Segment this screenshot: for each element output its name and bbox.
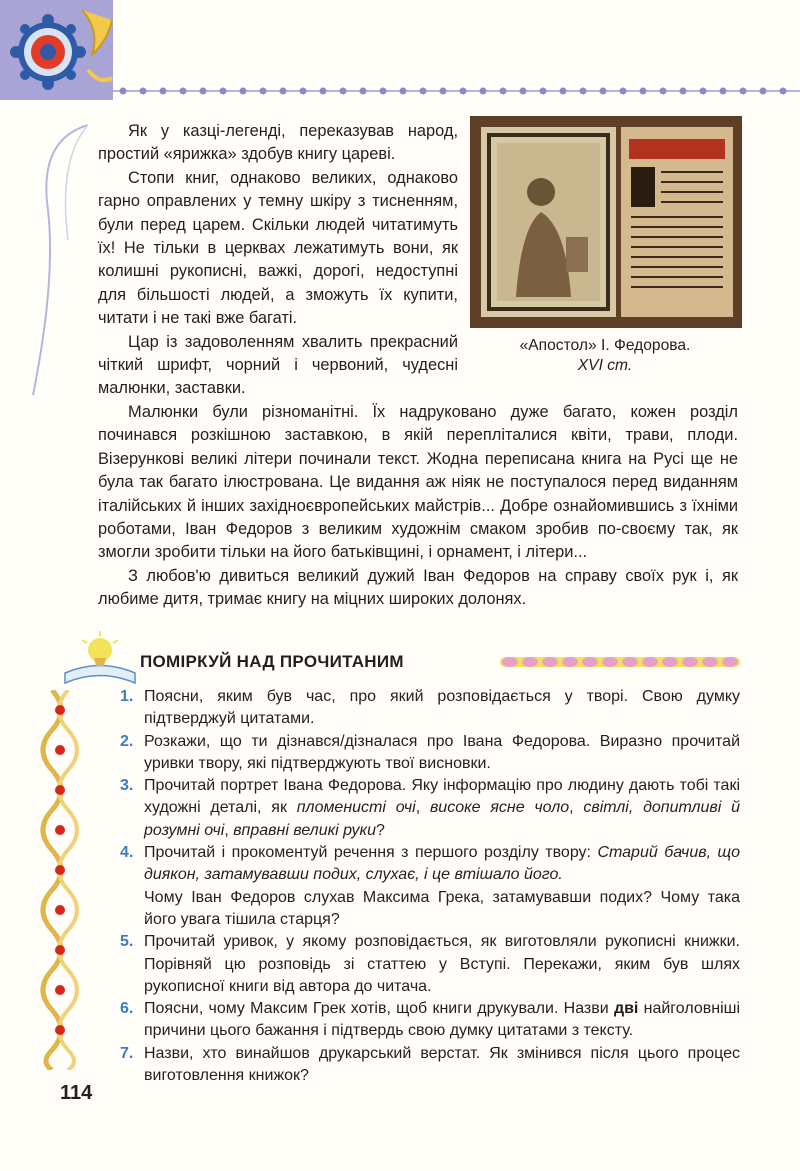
question-item	[120, 1043, 740, 1088]
vertical-ornament	[40, 690, 80, 1070]
question-text: Прочитай портрет Івана Федорова. Яку інформацію про людину дають тобі такі художні деталі, як	[144, 777, 740, 817]
separator: ,	[569, 799, 584, 817]
paragraph: Стопи книг, однаково великих, однаково гарно оправлених у темну шкіру з тисненням, були перед царем. Скільки людей читатимуть їх! Не тільки в церквах лежатимуть вони, як колишні рукописні, важкі, дорогі, недоступні для більшості людей, а зможуть їх купити, читати і не такі вже багаті.	[98, 168, 458, 328]
figure-caption	[470, 336, 740, 376]
question-text: Розкажи, що ти дізнався/дізналася про Івана Федорова. Виразно прочитай уривки твору, які підтверджують твої висновки.	[144, 732, 740, 772]
paragraph: Цар із задоволенням хвалить прекрасний чіткий шрифт, чорний і червоний, чудесні малюнки, заставки.	[98, 332, 458, 398]
bold-word: дві	[613, 1000, 639, 1018]
quote-fragment: Старий бачив, що диякон, затамувавши подих, слухає, і це втішало його.	[144, 844, 740, 884]
braid-ornament	[500, 654, 740, 670]
question-item	[120, 775, 740, 842]
question-text: Поясни, чому Максим Грек хотів, щоб книги друкували. Назви	[144, 1000, 614, 1018]
quote-fragment: пломенисті очі	[296, 799, 416, 817]
question-text: Назви, хто винайшов друкарський верстат. Як змінився після цього процес виготовлення книжок?	[144, 1044, 740, 1085]
paragraph: Як у казці-легенді, переказував народ, простий «ярижка» здобув книгу цареві.	[98, 122, 458, 164]
open-book-icon	[60, 628, 140, 688]
separator: ,	[415, 799, 430, 817]
question-end: ?	[375, 821, 385, 839]
question-text: Чому Іван Федоров слухав Максима Грека, затамувавши подих? Чому така його увага тішила старця?	[144, 888, 740, 928]
quote-fragment: вправні великі руки	[233, 821, 376, 839]
top-decorative-band	[113, 82, 800, 100]
corner-decoration	[0, 0, 113, 100]
question-item	[120, 842, 740, 931]
question-item	[120, 686, 740, 731]
question-number: 5.	[120, 933, 134, 951]
question-number: 2.	[120, 732, 134, 750]
question-number: 7.	[120, 1044, 134, 1062]
question-number: 4.	[120, 844, 134, 862]
page-curl-decoration	[28, 120, 98, 400]
flower-ornament-icon	[0, 0, 113, 100]
column-text	[98, 120, 458, 401]
question-text: Прочитай і прокоментуй речення з першого розділу твору:	[144, 844, 598, 862]
section-title: ПОМІРКУЙ НАД ПРОЧИТАНИМ	[140, 652, 404, 671]
questions-list	[120, 686, 740, 1087]
question-number: 3.	[120, 777, 134, 795]
question-text: Поясни, яким був час, про який розповідається у творі. Свою думку підтверджуй цитатами.	[144, 688, 740, 728]
paragraph: З любов'ю дивиться великий дужий Іван Федоров на справу своїх рук і, як любиме дитя, тримає книгу на міцних широких долонях.	[98, 566, 738, 609]
page-number: 114	[60, 1082, 93, 1104]
question-text: найголовніші причини цього бажання і підтвердь свою думку цитатами з тексту.	[144, 1000, 741, 1040]
question-number: 1.	[120, 688, 134, 705]
caption-century: XVI ст.	[577, 357, 633, 374]
question-text: Прочитай уривок, у якому розповідається, як виготовляли рукописні книжки. Порівняй цю розповідь зі статтею у Вступі. Перекажи, яким був шлях рукописної книги від автора до читача.	[144, 933, 740, 995]
question-item	[120, 931, 740, 998]
quote-fragment: високе ясне чоло	[429, 799, 570, 817]
apostol-book-illustration	[470, 116, 742, 328]
question-item	[120, 998, 740, 1043]
main-text	[98, 401, 738, 612]
separator: ,	[224, 821, 234, 839]
book-engraving-image	[471, 117, 741, 327]
question-item	[120, 731, 740, 776]
caption-title: «Апостол» І. Федорова.	[519, 337, 691, 354]
paragraph: Малюнки були різноманітні. Їх надруковано дуже багато, кожен розділ починався розкішною заставкою, в якій перепліталися квіти, трави, плоди. Візерункові великі літери починали текст. Жодна переписана книга на Русі ще не була так багато ілюстрована. Це видання аж ніяк не поступалося перед виданням італійських й інших західноєвропейських майстрів... Добре ознайомившись з їхніми роботами, Іван Федоров з великим художнім смаком зробив по-своєму так, як змогли зробити тільки на його батьківщині, і орнамент, і літери...	[98, 403, 738, 562]
quote-fragment: світлі, допитливі й розумні очі	[144, 799, 741, 839]
question-number: 6.	[120, 1000, 134, 1018]
